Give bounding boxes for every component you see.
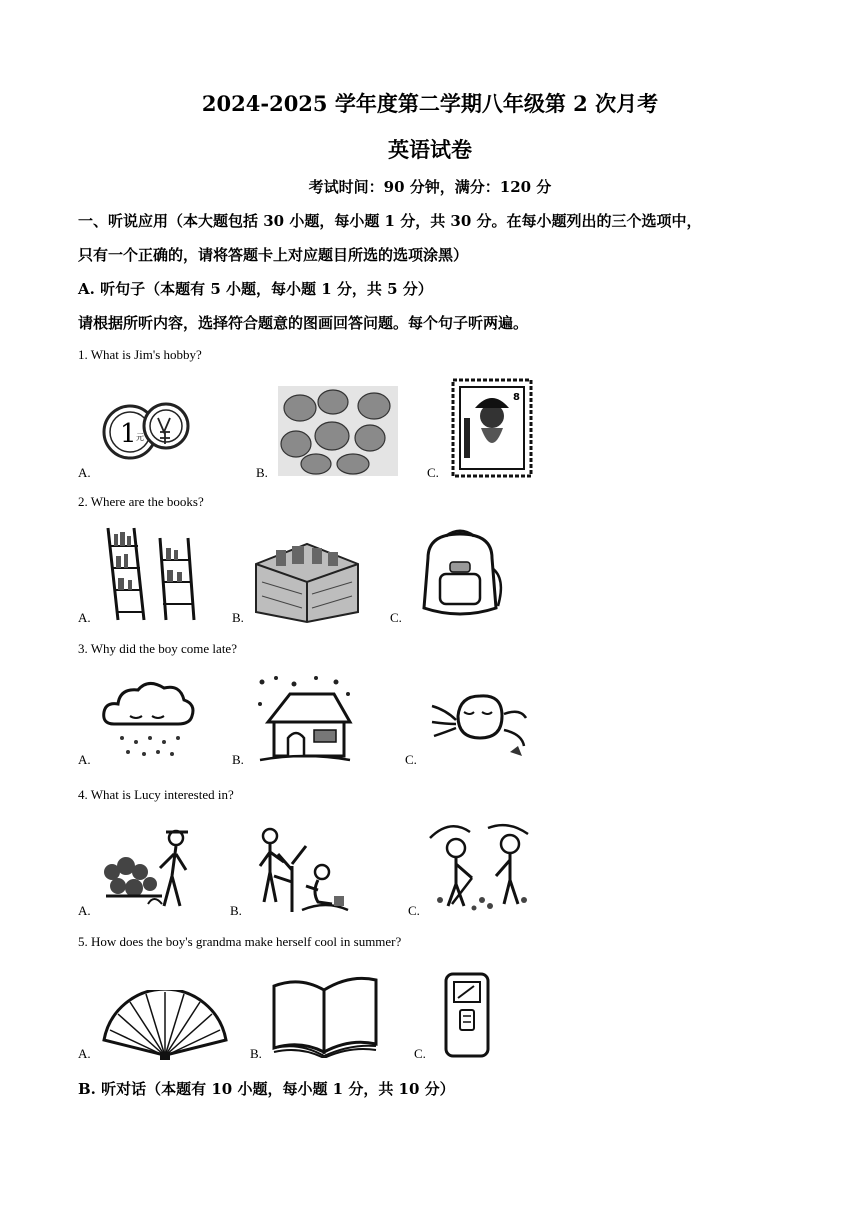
exam-title: 2024-2025 学年度第二学期八年级第 2 次月考 xyxy=(201,91,659,116)
partA-directions: 请根据所听内容，选择符合题意的图画回答问题。每个句子听两遍。 xyxy=(78,314,529,332)
question-3: 3. Why did the boy come late? xyxy=(78,641,237,656)
shells-icon xyxy=(278,386,398,476)
partB-heading-text: 听对话（本题有 10 小题，每小题 1 分，共 10 分） xyxy=(95,1080,455,1098)
q2-option-b[interactable]: B. xyxy=(232,610,244,625)
planting-trees-icon xyxy=(252,820,350,914)
q1-option-c[interactable]: C. xyxy=(427,465,439,480)
q1-option-b[interactable]: B. xyxy=(256,465,268,480)
rain-cloud-icon xyxy=(100,680,198,760)
q2-option-c[interactable]: C. xyxy=(390,610,402,625)
subject-title: 英语试卷 xyxy=(388,137,472,162)
q4-option-c[interactable]: C. xyxy=(408,903,420,918)
fan-icon xyxy=(100,990,230,1062)
section1-instruction-line2: 只有一个正确的，请将答题卡上对应题目所选的选项涂黑） xyxy=(78,246,469,264)
bookshelf-icon xyxy=(104,524,198,624)
q5-option-a[interactable]: A. xyxy=(78,1046,91,1061)
wind-icon xyxy=(430,686,536,766)
partA-heading-text: 听句子（本题有 5 小题，每小题 1 分，共 5 分） xyxy=(94,280,433,298)
question-1: 1. What is Jim's hobby? xyxy=(78,347,202,362)
svg-text:8: 8 xyxy=(513,392,520,403)
svg-text:1: 1 xyxy=(120,419,137,449)
q3-option-b[interactable]: B. xyxy=(232,752,244,767)
q3-option-a[interactable]: A. xyxy=(78,752,91,767)
backpack-icon xyxy=(410,528,508,620)
exam-info: 考试时间：90 分钟，满分：120 分 xyxy=(308,178,552,196)
q4-option-a[interactable]: A. xyxy=(78,903,91,918)
gardening-icon xyxy=(100,826,200,914)
section1-instruction-line1: 一、听说应用（本大题包括 30 小题，每小题 1 分，共 30 分。在每小题列出的三个选项中， xyxy=(78,212,702,230)
partB-heading xyxy=(78,1078,455,1099)
partB-letter: B. xyxy=(78,1080,96,1098)
box-icon xyxy=(252,538,362,624)
q2-option-a[interactable]: A. xyxy=(78,610,91,625)
question-5: 5. How does the boy's grandma make herself cool in summer? xyxy=(78,934,402,949)
q3-option-c[interactable]: C. xyxy=(405,752,417,767)
question-2: 2. Where are the books? xyxy=(78,494,204,509)
stamp-icon xyxy=(451,378,533,478)
book-icon xyxy=(270,970,380,1058)
question-4: 4. What is Lucy interested in? xyxy=(78,787,234,802)
partA-heading xyxy=(78,278,433,299)
snowy-house-icon xyxy=(254,674,354,766)
sweeping-icon xyxy=(428,820,534,914)
q5-option-b[interactable]: B. xyxy=(250,1046,262,1061)
q1-option-a[interactable]: A. xyxy=(78,465,91,480)
q4-option-b[interactable]: B. xyxy=(230,903,242,918)
q5-option-c[interactable]: C. xyxy=(414,1046,426,1061)
air-conditioner-icon xyxy=(444,972,490,1058)
svg-text:元: 元 xyxy=(136,433,144,442)
coins-icon xyxy=(100,398,192,470)
partA-letter: A. xyxy=(78,280,95,298)
